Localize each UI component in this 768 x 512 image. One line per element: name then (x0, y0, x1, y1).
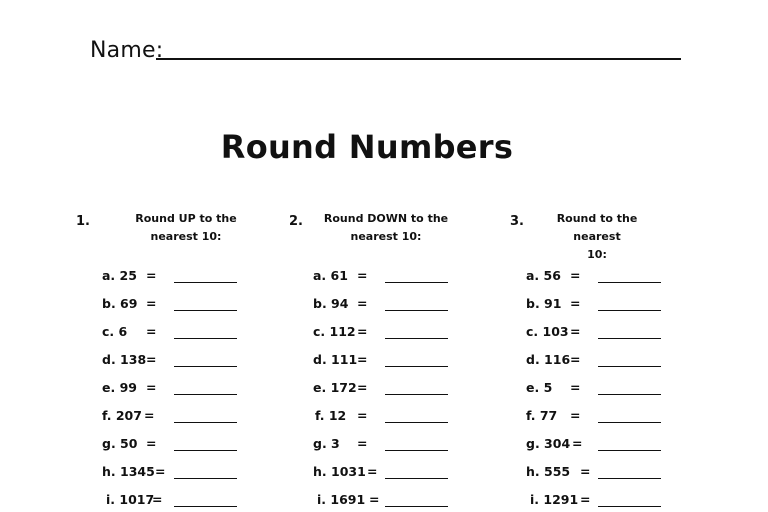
equals-sign: = (357, 380, 368, 395)
answer-blank[interactable] (598, 282, 661, 283)
equals-sign: = (357, 324, 368, 339)
problem-number: a. 25 (102, 268, 137, 283)
equals-sign: = (146, 296, 157, 311)
name-line[interactable] (156, 58, 681, 60)
problem-row (76, 352, 296, 372)
section-heading (532, 210, 662, 264)
section-number: 1. (76, 214, 90, 229)
equals-sign: = (152, 492, 163, 507)
problem-number: g. 50 (102, 436, 138, 451)
name-row (90, 38, 682, 68)
answer-blank[interactable] (174, 366, 237, 367)
equals-sign: = (357, 352, 368, 367)
equals-sign: = (570, 380, 581, 395)
problem-number: f. 12 (315, 408, 347, 423)
problem-number: c. 6 (102, 324, 128, 339)
problem-number: d. 111 (313, 352, 358, 367)
problem-number: g. 304 (526, 436, 571, 451)
equals-sign: = (570, 268, 581, 283)
problem-row (76, 436, 296, 456)
answer-blank[interactable] (598, 450, 661, 451)
section-heading-line2: 10: (587, 248, 607, 261)
problem-number: h. 1345 (102, 464, 155, 479)
answer-blank[interactable] (174, 282, 237, 283)
section-number: 2. (289, 214, 303, 229)
problem-number: c. 103 (526, 324, 569, 339)
equals-sign: = (369, 492, 380, 507)
problem-number: b. 91 (526, 296, 562, 311)
answer-blank[interactable] (598, 310, 661, 311)
answer-blank[interactable] (598, 366, 661, 367)
page-title: Round Numbers (220, 128, 514, 166)
problem-row (289, 492, 509, 512)
answer-blank[interactable] (385, 450, 448, 451)
problem-row (510, 296, 730, 316)
section-number: 3. (510, 214, 524, 229)
problem-number: f. 77 (526, 408, 558, 423)
problem-row (289, 268, 509, 288)
problem-row (76, 492, 296, 512)
problem-row (289, 324, 509, 344)
problem-number: b. 94 (313, 296, 349, 311)
problem-row (76, 324, 296, 344)
equals-sign: = (580, 492, 591, 507)
problem-row (510, 268, 730, 288)
answer-blank[interactable] (598, 338, 661, 339)
problem-row (510, 408, 730, 428)
answer-blank[interactable] (174, 506, 237, 507)
equals-sign: = (155, 464, 166, 479)
section-heading (321, 210, 451, 246)
problem-number: a. 56 (526, 268, 561, 283)
equals-sign: = (570, 296, 581, 311)
answer-blank[interactable] (385, 310, 448, 311)
problem-row (76, 408, 296, 428)
answer-blank[interactable] (385, 478, 448, 479)
problem-row (76, 464, 296, 484)
equals-sign: = (572, 436, 583, 451)
answer-blank[interactable] (174, 310, 237, 311)
equals-sign: = (146, 352, 157, 367)
answer-blank[interactable] (598, 422, 661, 423)
answer-blank[interactable] (385, 422, 448, 423)
problem-row (289, 380, 509, 400)
equals-sign: = (580, 464, 591, 479)
problem-number: d. 138 (102, 352, 147, 367)
problem-number: h. 1031 (313, 464, 366, 479)
equals-sign: = (357, 296, 368, 311)
answer-blank[interactable] (385, 338, 448, 339)
problem-row (510, 436, 730, 456)
answer-blank[interactable] (385, 506, 448, 507)
section-heading-line1: Round to the nearest (556, 212, 638, 243)
problem-row (510, 380, 730, 400)
problem-row (76, 268, 296, 288)
equals-sign: = (357, 436, 368, 451)
problem-number: i. 1017 (106, 492, 155, 507)
answer-blank[interactable] (598, 506, 661, 507)
answer-blank[interactable] (385, 394, 448, 395)
section-heading-line2: nearest 10: (150, 230, 222, 243)
equals-sign: = (144, 408, 155, 423)
section-heading-line1: Round UP to the (135, 212, 237, 225)
answer-blank[interactable] (598, 478, 661, 479)
problem-row (510, 352, 730, 372)
problem-number: c. 112 (313, 324, 356, 339)
problem-number: i. 1291 (530, 492, 579, 507)
answer-blank[interactable] (174, 422, 237, 423)
answer-blank[interactable] (385, 366, 448, 367)
problem-row (510, 324, 730, 344)
equals-sign: = (357, 268, 368, 283)
problem-number: g. 3 (313, 436, 340, 451)
answer-blank[interactable] (174, 478, 237, 479)
problem-number: a. 61 (313, 268, 348, 283)
problem-number: i. 1691 (317, 492, 366, 507)
problem-row (76, 380, 296, 400)
equals-sign: = (146, 436, 157, 451)
section-2 (289, 210, 509, 510)
problem-row (289, 436, 509, 456)
problem-number: h. 555 (526, 464, 571, 479)
problem-row (289, 408, 509, 428)
answer-blank[interactable] (174, 450, 237, 451)
problem-row (76, 296, 296, 316)
problem-row (289, 296, 509, 316)
problem-number: e. 5 (526, 380, 553, 395)
problem-row (510, 492, 730, 512)
problem-row (289, 464, 509, 484)
section-3 (510, 210, 730, 510)
problem-number: d. 116 (526, 352, 571, 367)
section-heading-line2: nearest 10: (350, 230, 422, 243)
equals-sign: = (570, 352, 581, 367)
name-label: Name: (90, 38, 164, 63)
equals-sign: = (570, 408, 581, 423)
answer-blank[interactable] (385, 282, 448, 283)
answer-blank[interactable] (598, 394, 661, 395)
equals-sign: = (146, 268, 157, 283)
problem-number: b. 69 (102, 296, 138, 311)
problem-row (289, 352, 509, 372)
problem-number: e. 172 (313, 380, 357, 395)
section-1 (76, 210, 296, 510)
equals-sign: = (146, 324, 157, 339)
section-heading-line1: Round DOWN to the (323, 212, 449, 225)
problem-number: e. 99 (102, 380, 137, 395)
answer-blank[interactable] (174, 338, 237, 339)
problem-row (510, 464, 730, 484)
equals-sign: = (357, 408, 368, 423)
equals-sign: = (367, 464, 378, 479)
problem-number: f. 207 (102, 408, 142, 423)
section-heading (121, 210, 251, 246)
answer-blank[interactable] (174, 394, 237, 395)
equals-sign: = (570, 324, 581, 339)
equals-sign: = (146, 380, 157, 395)
